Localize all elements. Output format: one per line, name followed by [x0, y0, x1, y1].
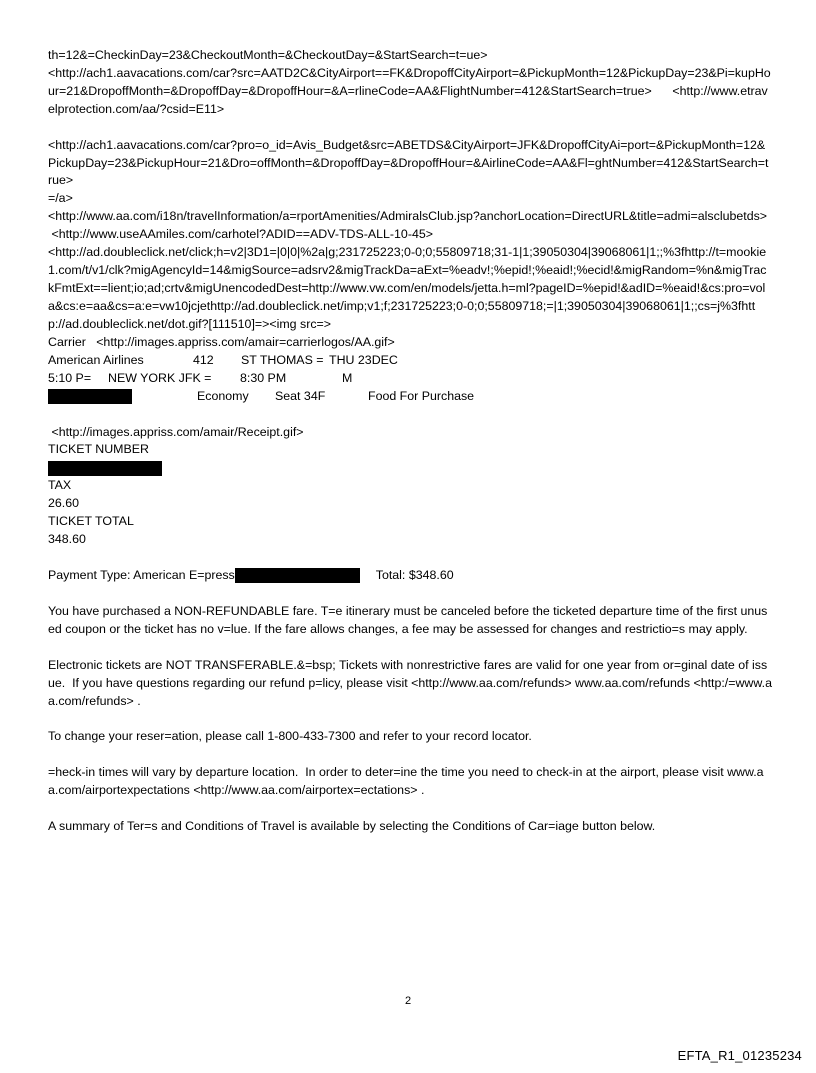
url-line-admirals-club: <http://www.aa.com/i18n/travelInformation/a=rportAmenities/AdmiralsClub.jsp?anchorLocation=DirectURL&title=admi=alsclubetds>: [48, 209, 768, 224]
departure-time: 5:10 P=: [48, 370, 92, 385]
ticket-total-value: 348.60: [48, 532, 86, 547]
url-line-car-rental: <http://ach1.aavacations.com/car?src=AATD2C&CityAirport==FK&DropoffCityAirport=&PickupMonth=12&PickupDay=23&Pi=kupHour=21&DropoffMonth=&DropoffDay=&DropoffHour=&A=rlineCode=AA&FlightNumber=412&StartSearch=true> <http://www.etravelprotection.com/aa/?csid=E11>: [48, 65, 771, 116]
change-reservation-notice: To change your reser=ation, please call 1-800-433-7300 and refer to your record locator.: [48, 729, 532, 744]
receipt-image-link: <http://images.appriss.com/amair/Receipt.gif>: [48, 424, 304, 439]
flight-row-2: [48, 370, 772, 388]
airline-name: American Airlines: [48, 352, 144, 367]
payment-total: Total: $348.60: [375, 567, 454, 582]
electronic-ticket-notice: Electronic tickets are NOT TRANSFERABLE.&=bsp; Tickets with nonrestrictive fares are valid for one year from or=ginal date of issue. If you have questions regarding our refund p=licy, please visit <http://www.aa.com/refunds> www.aa.com/refunds <http:/=www.aa.com/refunds> .: [48, 657, 772, 708]
arrival-suffix: M: [342, 370, 353, 385]
ticket-total-label: TICKET TOTAL: [48, 514, 134, 529]
flight-number: 412: [193, 352, 214, 367]
url-line-checkin: th=12&=CheckinDay=23&CheckoutMonth=&CheckoutDay=&StartSearch=t=ue>: [48, 48, 488, 62]
tax-value: 26.60: [48, 496, 80, 511]
payment-type: Payment Type: American E=press: [48, 567, 235, 582]
closing-anchor: =/a>: [48, 191, 73, 206]
flight-date: THU 23DEC: [329, 352, 398, 367]
conditions-summary: A summary of Ter=s and Conditions of Travel is available by selecting the Conditions of Car=iage button below.: [48, 819, 656, 834]
redaction-box: [48, 389, 132, 404]
flight-row-3: [48, 388, 772, 406]
ticket-number-row: [48, 459, 772, 477]
bates-number: EFTA_R1_01235234: [677, 1048, 802, 1063]
tax-label: TAX: [48, 478, 72, 493]
checkin-notice: =heck-in times will vary by departure location. In order to deter=ine the time you need to check-in at the airport, please visit www.aa.com/airportexpectations <http://www.aa.com/airportex=ectations> .: [48, 765, 764, 798]
nonrefundable-notice: You have purchased a NON-REFUNDABLE fare. T=e itinerary must be canceled before the ticketed departure time of the first unused coupon or the ticket has no v=lue. If the fare allows changes, a fee may be assessed for changes and restrictio=s may apply.: [48, 603, 768, 636]
seat-assignment: Seat 34F: [275, 388, 326, 403]
redaction-box: [235, 568, 360, 583]
url-line-avis: <http://ach1.aavacations.com/car?pro=o_id=Avis_Budget&src=ABETDS&CityAirport=JFK&DropoffCityAi=port=&PickupMonth=12&PickupDay=23&PickupHour=21&Dro=offMonth=&DropoffDay=&DropoffHour=&AirlineCode=AA&Fl=ghtNumber=412&StartSearch=true>: [48, 137, 769, 188]
page-number: 2: [404, 995, 412, 1007]
arrival-time: 8:30 PM: [240, 370, 287, 385]
cabin-class: Economy: [197, 388, 249, 403]
destination-city: ST THOMAS =: [241, 352, 324, 367]
carrier-logo-line: Carrier <http://images.appriss.com/amair=carrierlogos/AA.gif>: [48, 334, 395, 349]
url-line-doubleclick: <http://ad.doubleclick.net/click;h=v2|3D1=|0|0|%2a|g;231725223;0-0;0;55809718;31-1|1;39050304|39068061|1;;%3fhttp://t=mookie1.com/t/v1/clk?migAgencyId=14&migSource=adsrv2&migTrackDa=aExt=%eadv!;%epid!;%eaid!;%ecid!&migRandom=%n&migTrackFmtExt==lient;io;ad;crtv&migUnencodedDest=http://www.vw.com/en/models/jetta.h=ml?pageID=%epid!&adID=%eaid!&cs:pro=vola&cs:e=aa&cs=a:e=vw10jcjethttp://ad.doubleclick.net/imp;v1;f;231725223;0-0;0;55809718;=|1;39050304|39068061|1;;cs=j%3fhttp://ad.doubleclick.net/dot.gif?[111510]=><img src=>: [48, 245, 767, 331]
redaction-box: [48, 461, 162, 476]
origin-city: NEW YORK JFK =: [108, 370, 212, 385]
flight-row-1: [48, 352, 772, 370]
ticket-number-label: TICKET NUMBER: [48, 442, 149, 457]
url-line-useaamiles: <http://www.useAAmiles.com/carhotel?ADID==ADV-TDS-ALL-10-45>: [48, 227, 433, 242]
payment-row: [48, 567, 772, 585]
document-body: [48, 47, 772, 836]
meal-service: Food For Purchase: [368, 388, 475, 403]
